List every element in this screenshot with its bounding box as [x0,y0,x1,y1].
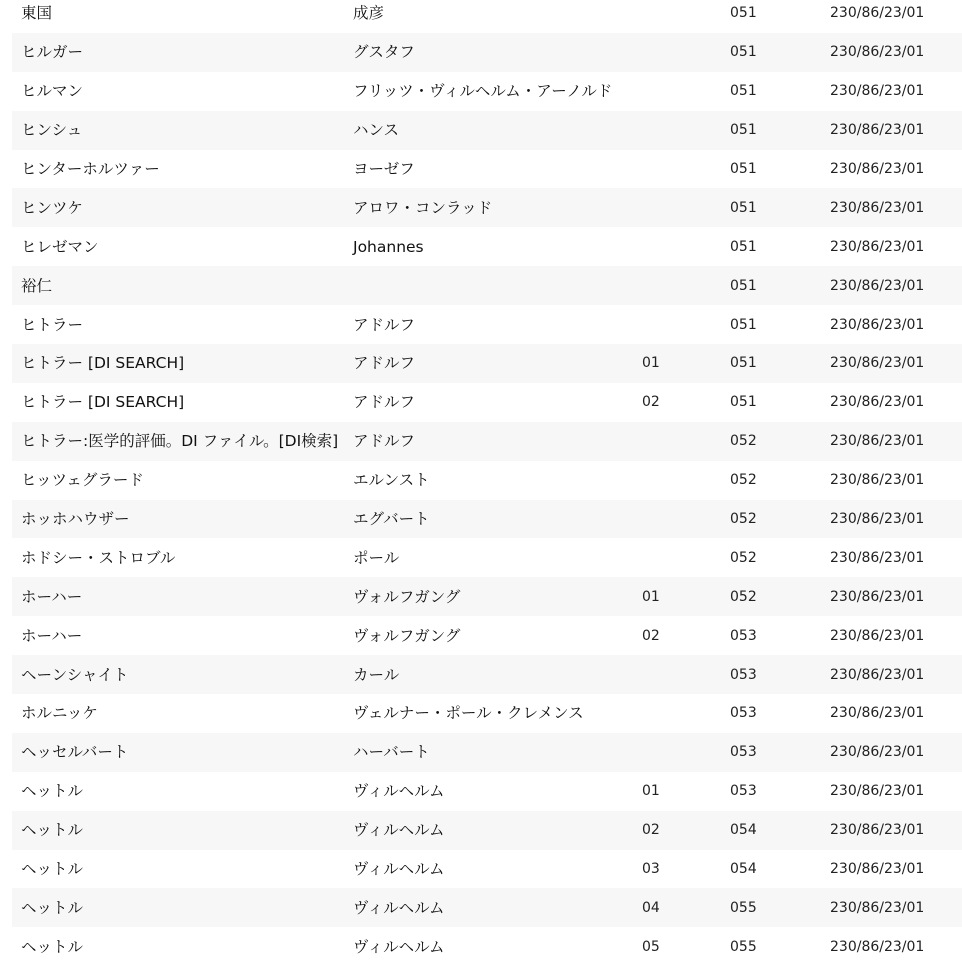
reference-cell: 230/86/23/01 [830,549,925,566]
reference-cell: 230/86/23/01 [830,899,925,916]
surname-cell: ヒンシュ [21,121,83,140]
part-cell [630,227,726,266]
table-row [12,266,962,305]
box-cell: 054 [730,861,757,878]
part-cell: 04 [642,899,660,916]
given-name-cell: Johannes [353,237,424,256]
surname-cell: ヒルマン [21,82,84,101]
part-cell [630,733,726,772]
table-row [12,733,962,772]
table-row [12,383,962,422]
table-row [12,694,962,733]
reference-cell: 230/86/23/01 [830,316,925,333]
surname-cell: ヘットル [21,821,84,840]
part-cell [630,538,726,577]
table-row [12,72,962,111]
box-cell: 053 [730,744,757,761]
given-name-cell: ヴィルヘルム [353,782,445,801]
reference-cell: 230/86/23/01 [830,744,925,761]
surname-cell: ヒンターホルツァー [21,160,160,178]
surname-cell: ホドシー・ストロブル [21,548,176,567]
table-row [12,772,962,811]
box-cell: 052 [730,511,757,528]
part-cell [630,500,726,539]
given-name-cell: ハーバート [353,743,430,762]
part-cell [630,72,726,111]
records-table-body [12,0,962,962]
reference-cell: 230/86/23/01 [830,83,925,100]
given-name-cell: アドルフ [353,315,416,334]
surname-cell: ヒンツケ [21,198,83,217]
reference-cell: 230/86/23/01 [830,44,925,61]
surname-cell: ヘッセルバート [21,743,129,762]
given-name-cell: ヴィルヘルム [353,937,445,956]
box-cell: 052 [730,472,757,489]
surname-cell: 東国 [21,4,53,23]
box-cell: 051 [730,5,757,22]
given-name-cell: 成彦 [353,4,385,23]
table-row [12,811,962,850]
table-row [12,188,962,227]
surname-cell: ホッホハウザー [21,510,130,529]
part-cell [630,188,726,227]
table-row [12,150,962,189]
given-name-cell: ポール [353,548,400,567]
table-row [12,616,962,655]
box-cell: 052 [730,433,757,450]
given-name-cell: ヴェルナー・ポール・クレメンス [353,704,584,723]
part-cell [630,0,726,33]
given-name-cell: ヴォルフガング [353,626,461,645]
box-cell: 053 [730,627,757,644]
surname-cell: ヘットル [21,782,84,801]
box-cell: 054 [730,822,757,839]
given-name-cell: ヴィルヘルム [353,860,445,879]
records-table [12,0,962,962]
given-name-cell: フリッツ・ヴィルヘルム・アーノルド [353,82,613,101]
reference-cell: 230/86/23/01 [830,472,925,489]
reference-cell: 230/86/23/01 [830,199,925,216]
given-name-cell: アドルフ [353,432,416,451]
part-cell: 01 [642,783,660,800]
surname-cell: ヒトラー [DI SEARCH] [21,393,185,412]
part-cell [630,266,726,305]
reference-cell: 230/86/23/01 [830,627,925,644]
surname-cell: ヒルガー [21,43,84,62]
surname-cell: ヘットル [21,937,84,956]
part-cell [630,111,726,150]
table-row [12,500,962,539]
surname-cell: ホーハー [21,587,83,606]
part-cell [630,33,726,72]
given-name-cell: エグバート [353,510,430,529]
part-cell: 01 [642,588,660,605]
given-name-cell: エルンスト [353,471,430,490]
part-cell [630,422,726,461]
reference-cell: 230/86/23/01 [830,238,925,255]
part-cell: 02 [642,627,660,644]
part-cell: 05 [642,938,660,955]
table-row [12,888,962,927]
box-cell: 051 [730,394,757,411]
table-row [12,305,962,344]
box-cell: 051 [730,44,757,61]
reference-cell: 230/86/23/01 [830,511,925,528]
box-cell: 051 [730,277,757,294]
table-row [12,927,962,962]
box-cell: 051 [730,122,757,139]
part-cell: 02 [642,822,660,839]
reference-cell: 230/86/23/01 [830,666,925,683]
box-cell: 051 [730,83,757,100]
reference-cell: 230/86/23/01 [830,783,925,800]
part-cell: 01 [642,355,660,372]
given-name-cell: ヨーゼフ [353,160,415,178]
given-name-cell: ヴィルヘルム [353,898,445,917]
box-cell: 051 [730,355,757,372]
reference-cell: 230/86/23/01 [830,355,925,372]
box-cell: 051 [730,316,757,333]
table-row [12,577,962,616]
box-cell: 055 [730,938,757,955]
box-cell: 052 [730,549,757,566]
surname-cell: ヒトラー [DI SEARCH] [21,354,185,373]
surname-cell: ヘットル [21,898,84,917]
part-cell [630,694,726,733]
given-name-cell: グスタフ [353,43,415,62]
surname-cell: ホーハー [21,626,83,645]
reference-cell: 230/86/23/01 [830,161,925,177]
reference-cell: 230/86/23/01 [830,394,925,411]
reference-cell: 230/86/23/01 [830,861,925,878]
given-name-cell: ヴォルフガング [353,587,461,606]
reference-cell: 230/86/23/01 [830,822,925,839]
box-cell: 053 [730,783,757,800]
given-name-cell: アドルフ [353,393,416,412]
given-name-cell: カール [353,665,400,684]
given-name-cell: アドルフ [353,354,416,373]
surname-cell: ヒトラー [21,315,84,334]
table-row [12,227,962,266]
box-cell: 053 [730,666,757,683]
surname-cell: ヒトラー:医学的評価。DI ファイル。[DI検索] [21,432,339,451]
part-cell: 02 [642,394,660,411]
part-cell [630,305,726,344]
table-row [12,538,962,577]
reference-cell: 230/86/23/01 [830,588,925,605]
part-cell: 03 [642,861,660,878]
table-row [12,655,962,694]
surname-cell: 裕仁 [21,276,53,295]
box-cell: 055 [730,899,757,916]
table-row [12,0,962,33]
part-cell [630,461,726,500]
given-name-cell [344,266,630,305]
reference-cell: 230/86/23/01 [830,938,925,955]
table-row [12,111,962,150]
given-name-cell: ハンス [353,121,400,140]
table-row [12,344,962,383]
table-row [12,461,962,500]
surname-cell: ホルニッケ [21,704,98,723]
surname-cell: ヘットル [21,860,84,879]
given-name-cell: アロワ・コンラッド [353,198,493,217]
box-cell: 052 [730,588,757,605]
box-cell: 051 [730,199,757,216]
surname-cell: ヒッツェグラード [21,471,144,490]
box-cell: 051 [730,238,757,255]
reference-cell: 230/86/23/01 [830,433,925,450]
table-row [12,850,962,889]
table-row [12,422,962,461]
part-cell [630,655,726,694]
box-cell: 051 [730,161,757,177]
table-row [12,33,962,72]
part-cell [630,150,726,189]
box-cell: 053 [730,705,757,722]
reference-cell: 230/86/23/01 [830,705,925,722]
given-name-cell: ヴィルヘルム [353,821,445,840]
surname-cell: ヘーンシャイト [21,665,129,684]
reference-cell: 230/86/23/01 [830,5,925,22]
surname-cell: ヒレゼマン [21,237,99,256]
reference-cell: 230/86/23/01 [830,277,925,294]
reference-cell: 230/86/23/01 [830,122,925,139]
